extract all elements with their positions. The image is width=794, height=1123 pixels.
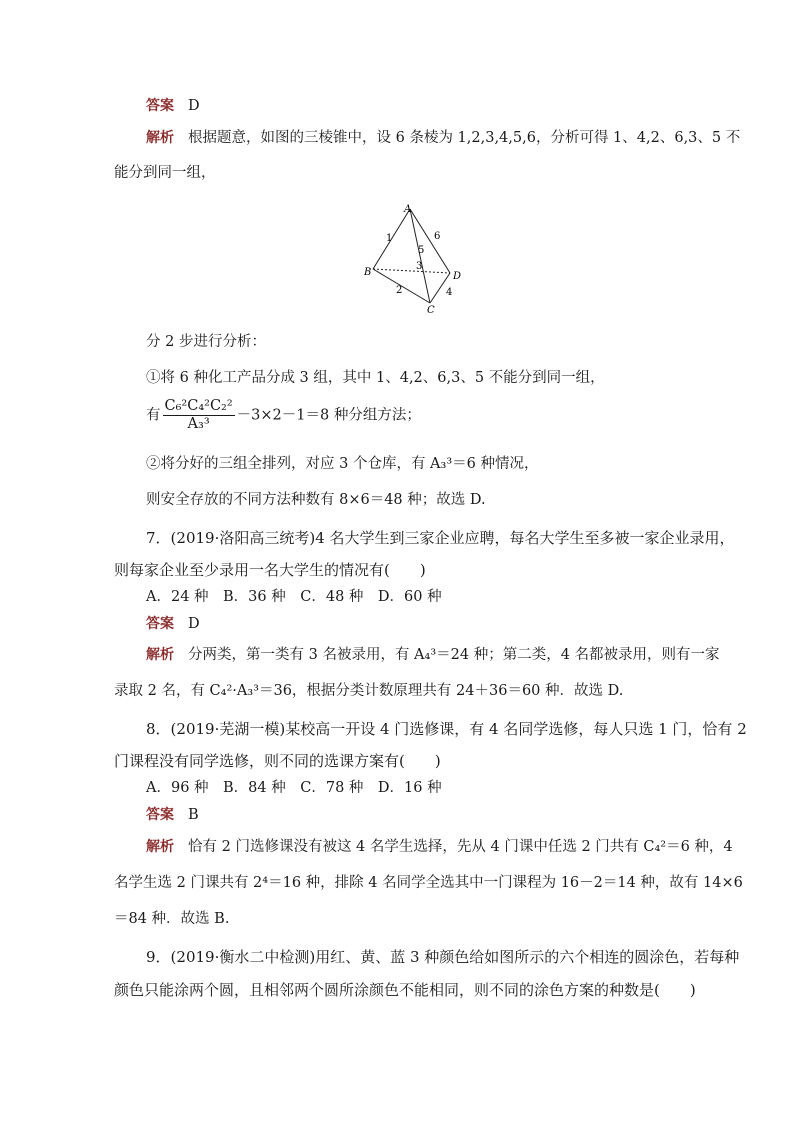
question-7-line-2: 则每家企业至少录用一名大学生的情况有( ) xyxy=(114,561,426,579)
explanation-8-line-1 xyxy=(146,837,733,857)
formula-suffix: －3×2－1＝8 种分组方法； xyxy=(236,407,421,424)
fraction-denominator: A₃³ xyxy=(187,416,210,432)
answer-value: B xyxy=(188,807,199,823)
edge-label-3: 3 xyxy=(416,261,423,272)
vertex-b-label: B xyxy=(364,267,372,278)
explanation-6-line-1 xyxy=(146,128,740,148)
formula-fraction xyxy=(163,398,235,433)
explanation-tag: 解析 xyxy=(146,839,174,855)
answer-6 xyxy=(146,96,200,116)
explanation-text: 恰有 2 门选修课没有被这 4 名学生选择，先从 4 门课中任选 2 门共有 C₄²＝6 种，4 xyxy=(188,839,733,855)
vertex-a-label: A xyxy=(404,204,412,215)
question-8-line-1: 8．(2019·芜湖一模)某校高一开设 4 门选修课，有 4 名同学选修，每人只选 1 门，恰有 2 xyxy=(146,720,747,738)
explanation-tag: 解析 xyxy=(146,130,174,146)
explanation-8-line-3: ＝84 种．故选 B. xyxy=(114,911,230,927)
question-7-line-1: 7．(2019·洛阳高三统考)4 名大学生到三家企业应聘，每名大学生至多被一家企业录用， xyxy=(146,529,735,547)
question-8-options: A．96 种 B．84 种 C．78 种 D．16 种 xyxy=(146,780,442,796)
tetrahedron-figure xyxy=(360,203,470,315)
question-9-line-2: 颜色只能涂两个圆，且相邻两个圆所涂颜色不能相同，则不同的涂色方案的种数是( ) xyxy=(114,981,696,999)
step-1: ①将 6 种化工产品分成 3 组，其中 1、4,2、6,3、5 不能分到同一组， xyxy=(146,370,605,386)
explanation-8-line-2: 名学生选 2 门课共有 2⁴＝16 种，排除 4 名同学全选其中一门课程为 16－2＝14 种，故有 14×6 xyxy=(114,875,743,891)
vertex-c-label: C xyxy=(427,305,435,315)
formula-prefix: 有 xyxy=(146,407,161,424)
edge-BD-hidden xyxy=(373,269,450,273)
fraction-numerator: C₆²C₄²C₂² xyxy=(164,398,233,414)
question-9-line-1: 9．(2019·衡水二中检测)用红、黄、蓝 3 种颜色给如图所示的六个相连的圆涂色，若每种 xyxy=(146,948,740,966)
step-intro: 分 2 步进行分析： xyxy=(146,334,266,350)
formula-line xyxy=(146,398,421,433)
edge-label-5: 5 xyxy=(418,245,425,256)
edge-AC xyxy=(410,209,430,303)
answer-8 xyxy=(146,805,199,825)
explanation-text: 根据题意，如图的三棱锥中，设 6 条棱为 1,2,3,4,5,6，分析可得 1、4,2、6,3、5 不 xyxy=(188,130,741,146)
step-2: ②将分好的三组全排列，对应 3 个仓库，有 A₃³＝6 种情况， xyxy=(146,456,539,472)
edge-label-4: 4 xyxy=(446,287,453,298)
answer-tag: 答案 xyxy=(146,98,174,114)
answer-7 xyxy=(146,614,200,634)
vertex-d-label: D xyxy=(453,271,462,282)
answer-value: D xyxy=(188,616,200,632)
answer-tag: 答案 xyxy=(146,616,174,632)
explanation-7-line-2: 录取 2 名，有 C₄²·A₃³＝36，根据分类计数原理共有 24＋36＝60 种．故选 D. xyxy=(114,683,624,699)
answer-value: D xyxy=(188,98,200,114)
explanation-text: 分两类，第一类有 3 名被录用，有 A₄³＝24 种；第二类，4 名都被录用，则有一家 xyxy=(188,647,720,663)
edge-label-1: 1 xyxy=(386,233,393,244)
explanation-tag: 解析 xyxy=(146,647,174,663)
edge-label-2: 2 xyxy=(396,285,403,296)
edge-label-6: 6 xyxy=(434,231,441,242)
question-8-line-2: 门课程没有同学选修，则不同的选课方案有( ) xyxy=(114,752,441,770)
question-7-options: A．24 种 B．36 种 C．48 种 D．60 种 xyxy=(146,589,442,605)
explanation-6-line-2: 能分到同一组， xyxy=(114,165,216,181)
explanation-7-line-1 xyxy=(146,645,720,665)
answer-tag: 答案 xyxy=(146,807,174,823)
conclusion-6: 则安全存放的不同方法种数有 8×6＝48 种；故选 D. xyxy=(146,492,486,508)
